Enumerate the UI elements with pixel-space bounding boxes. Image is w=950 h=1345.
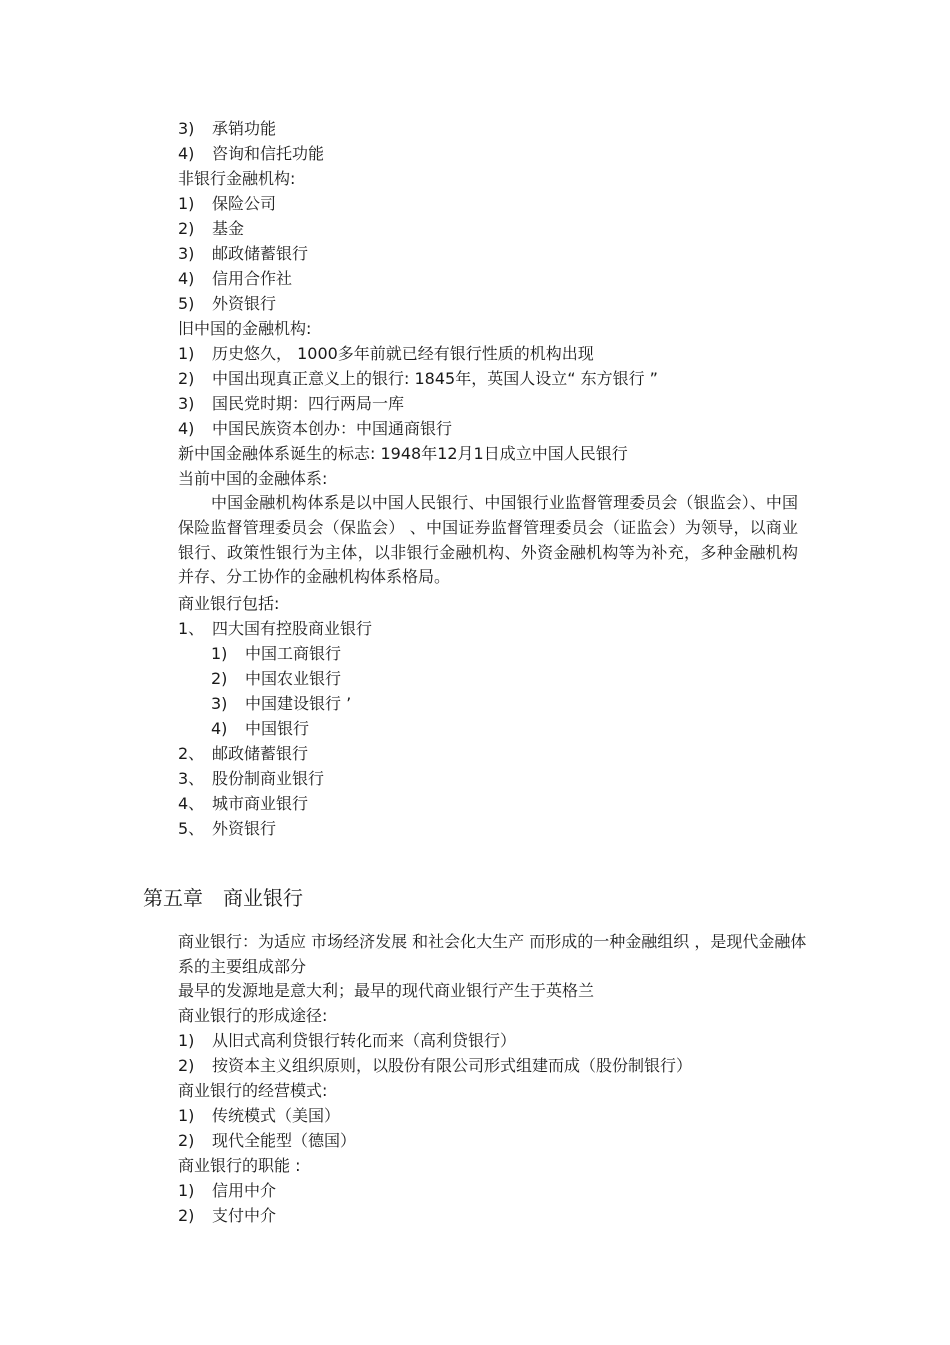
list-text: 四大国有控股商业银行 <box>212 619 373 638</box>
list-number: 4) <box>178 269 195 288</box>
list-number: 3) <box>178 394 195 413</box>
sub-list-item <box>211 718 309 740</box>
list-item <box>178 293 276 315</box>
list-text: 城市商业银行 <box>212 794 309 813</box>
list-number: 3) <box>178 244 195 263</box>
list-item <box>178 118 276 140</box>
list-text: 国民党时期：四行两局一库 <box>212 394 405 413</box>
list-text: 信用合作社 <box>212 269 293 288</box>
list-item <box>178 1130 356 1152</box>
list-item <box>178 143 324 165</box>
function-heading: 商业银行的职能 : <box>178 1156 301 1175</box>
list-text: 外资银行 <box>212 819 277 838</box>
list-text: 保险公司 <box>212 194 277 213</box>
list-number: 3、 <box>178 769 205 788</box>
chapter-title: 第五章 商业银行 <box>143 886 303 910</box>
definition-paragraph: 商业银行：为适应 市场经济发展 和社会化大生产 而形成的一种金融组织 ，是现代金融体系的主要组成部分 <box>178 932 807 976</box>
list-item <box>178 393 404 415</box>
list-item <box>178 743 308 765</box>
list-number: 1) <box>211 644 228 663</box>
current-system-paragraph: 中国金融机构体系是以中国人民银行、中国银行业监督管理委员会（银监会）、中国保险监督管理委员会（保监会） 、中国证券监督管理委员会（证监会）为领导，以商业银行、政策性银行为主体，以非银行金融机构、外资金融机构等为补充，多种金融机构并存、分工协作的金融机构体系格局。 <box>178 493 798 587</box>
list-item <box>178 1030 516 1052</box>
list-item <box>178 193 276 215</box>
list-item <box>178 1105 340 1127</box>
list-item <box>178 1180 276 1202</box>
list-item <box>178 218 244 240</box>
list-number: 5) <box>178 294 195 313</box>
list-number: 2、 <box>178 744 205 763</box>
list-text: 从旧式高利贷银行转化而来（高利贷银行） <box>212 1031 517 1050</box>
list-number: 1) <box>178 1106 195 1125</box>
list-item <box>178 418 452 440</box>
list-number: 4) <box>211 719 228 738</box>
list-item <box>178 618 372 640</box>
list-item <box>178 268 292 290</box>
mode-heading: 商业银行的经营模式: <box>178 1081 328 1100</box>
list-item <box>178 1205 276 1227</box>
list-text: 中国出现真正意义上的银行: 1845年，英国人设立“ 东方银行 ” <box>212 369 658 388</box>
list-text: 基金 <box>212 219 245 238</box>
sub-list-item <box>211 693 351 715</box>
list-item <box>178 1055 692 1077</box>
list-text: 中国建设银行 ’ <box>245 694 352 713</box>
list-number: 1、 <box>178 619 205 638</box>
list-number: 1) <box>178 194 195 213</box>
sub-list-item <box>211 643 341 665</box>
list-text: 邮政储蓄银行 <box>212 744 309 763</box>
list-text: 中国农业银行 <box>245 669 342 688</box>
list-text: 外资银行 <box>212 294 277 313</box>
list-number: 5、 <box>178 819 205 838</box>
list-number: 3) <box>178 119 195 138</box>
list-number: 4、 <box>178 794 205 813</box>
list-text: 按资本主义组织原则，以股份有限公司形式组建而成（股份制银行） <box>212 1056 693 1075</box>
commercial-banks-heading: 商业银行包括: <box>178 594 280 613</box>
list-text: 股份制商业银行 <box>212 769 325 788</box>
list-text: 中国民族资本创办：中国通商银行 <box>212 419 453 438</box>
list-item <box>178 793 308 815</box>
list-number: 2) <box>178 219 195 238</box>
list-text: 咨询和信托功能 <box>212 144 325 163</box>
list-item <box>178 818 276 840</box>
list-number: 1) <box>178 1031 195 1050</box>
nonbank-heading: 非银行金融机构: <box>178 169 296 188</box>
list-text: 传统模式（美国） <box>212 1106 341 1125</box>
list-text: 承销功能 <box>212 119 277 138</box>
list-item <box>178 368 658 390</box>
list-text: 中国银行 <box>245 719 310 738</box>
list-item <box>178 343 594 365</box>
list-number: 4) <box>178 144 195 163</box>
list-number: 3) <box>211 694 228 713</box>
list-text: 中国工商银行 <box>245 644 342 663</box>
list-number: 4) <box>178 419 195 438</box>
list-number: 2) <box>178 369 195 388</box>
list-item <box>178 243 308 265</box>
origin-line: 最早的发源地是意大利；最早的现代商业银行产生于英格兰 <box>178 981 595 1000</box>
list-number: 1) <box>178 344 195 363</box>
list-text: 信用中介 <box>212 1181 277 1200</box>
list-text: 现代全能型（德国） <box>212 1131 357 1150</box>
sub-list-item <box>211 668 341 690</box>
formation-heading: 商业银行的形成途径: <box>178 1006 328 1025</box>
list-number: 1) <box>178 1181 195 1200</box>
new-china-mark: 新中国金融体系诞生的标志: 1948年12月1日成立中国人民银行 <box>178 444 628 463</box>
list-number: 2) <box>178 1131 195 1150</box>
list-item <box>178 768 324 790</box>
list-text: 历史悠久， 1000多年前就已经有银行性质的机构出现 <box>212 344 594 363</box>
current-system-heading: 当前中国的金融体系: <box>178 469 328 488</box>
list-number: 2) <box>178 1056 195 1075</box>
list-text: 支付中介 <box>212 1206 277 1225</box>
old-china-heading: 旧中国的金融机构: <box>178 319 312 338</box>
list-number: 2) <box>211 669 228 688</box>
list-number: 2) <box>178 1206 195 1225</box>
list-text: 邮政储蓄银行 <box>212 244 309 263</box>
